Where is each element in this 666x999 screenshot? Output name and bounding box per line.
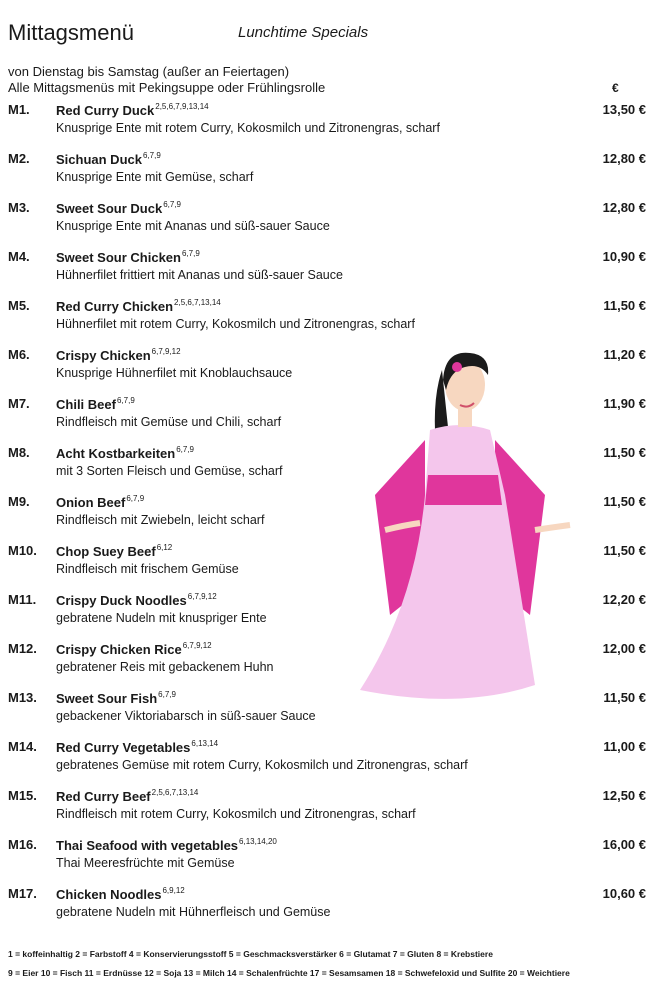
menu-item-code: M17.	[8, 886, 37, 901]
menu-item-code: M13.	[8, 690, 37, 705]
menu-item-name: Crispy Chicken Rice	[56, 642, 182, 657]
menu-item	[0, 639, 666, 683]
menu-item-code: M15.	[8, 788, 37, 803]
menu-item-code: M10.	[8, 543, 37, 558]
menu-item-name: Sweet Sour Chicken	[56, 250, 181, 265]
menu-item-allergens: 6,7,9	[163, 200, 181, 209]
menu-item	[0, 835, 666, 879]
menu-item	[0, 590, 666, 634]
menu-item-code: M11.	[8, 592, 37, 607]
menu-item-name-wrap	[56, 543, 172, 559]
menu-item-description: gebratener Reis mit gebackenem Huhn	[56, 660, 274, 674]
menu-item-price: 12,50 €	[602, 788, 646, 803]
menu-item-name: Chop Suey Beef	[56, 544, 156, 559]
menu-item-description: Knusprige Ente mit Ananas und süß-sauer Sauce	[56, 219, 330, 233]
menu-item-price: 11,90 €	[603, 396, 646, 411]
menu-item-description: Knusprige Hühnerfilet mit Knoblauchsauce	[56, 366, 293, 380]
menu-item-price: 12,80 €	[602, 200, 646, 215]
menu-item-name-wrap	[56, 200, 181, 216]
menu-item-allergens: 6,7,9	[126, 494, 145, 503]
menu-item-allergens: 6,12	[156, 543, 173, 552]
menu-item-name-wrap	[56, 298, 221, 314]
menu-item-name-wrap	[56, 102, 209, 118]
menu-item-description: Rindfleisch mit frischem Gemüse	[56, 562, 239, 576]
menu-item-code: M8.	[8, 445, 30, 460]
menu-item-description: gebratene Nudeln mit Hühnerfleisch und Gemüse	[56, 905, 331, 919]
menu-item-name: Chili Beef	[56, 397, 116, 412]
menu-item-name: Sweet Sour Fish	[56, 691, 158, 706]
menu-item-allergens: 6,7,9	[142, 151, 161, 160]
menu-item-name-wrap	[56, 837, 277, 853]
menu-item-code: M6.	[8, 347, 30, 362]
menu-item-code: M1.	[8, 102, 30, 117]
menu-item-code: M9.	[8, 494, 30, 509]
menu-item	[0, 345, 666, 389]
menu-item-name-wrap	[56, 788, 198, 804]
menu-item	[0, 247, 666, 291]
menu-item-allergens: 6,7,9	[158, 690, 176, 699]
menu-item-name: Onion Beef	[56, 495, 126, 510]
menu-item-name-wrap	[56, 690, 176, 706]
menu-item-allergens: 6,9,12	[162, 886, 185, 895]
menu-item-name: Sweet Sour Duck	[56, 201, 163, 216]
intro-line-soup: Alle Mittagsmenüs mit Pekingsuppe oder Frühlingsrolle	[8, 80, 326, 95]
menu-item-price: 12,80 €	[602, 151, 646, 166]
menu-item-price: 11,50 €	[603, 445, 646, 460]
menu-item-allergens: 2,5,6,7,9,13,14	[155, 102, 209, 111]
intro-line-days: von Dienstag bis Samstag (außer an Feiertagen)	[8, 64, 290, 79]
menu-item-allergens: 6,7,9,12	[182, 641, 212, 650]
menu-item	[0, 492, 666, 536]
menu-item-name: Red Curry Duck	[56, 103, 155, 118]
menu-item-name: Crispy Chicken	[56, 348, 151, 363]
menu-item-description: Rindfleisch mit Zwiebeln, leicht scharf	[56, 513, 265, 527]
menu-item-name-wrap	[56, 641, 212, 657]
menu-item-price: 11,50 €	[603, 543, 646, 558]
menu-item-description: Knusprige Ente mit rotem Curry, Kokosmilch und Zitronengras, scharf	[56, 121, 440, 135]
menu-item-allergens: 6,7,9	[176, 445, 194, 454]
allergen-footnote-1: 1 = koffeinhaltig 2 = Farbstoff 4 = Konservierungsstoff 5 = Geschmacksverstärker 6 = Glutamat 7 = Gluten 8 = Krebstiere	[8, 949, 493, 959]
menu-item-name-wrap	[56, 886, 185, 902]
menu-item	[0, 884, 666, 928]
menu-item	[0, 296, 666, 340]
menu-item	[0, 688, 666, 732]
menu-item-name: Crispy Duck Noodles	[56, 593, 187, 608]
menu-item-description: mit 3 Sorten Fleisch und Gemüse, scharf	[56, 464, 283, 478]
menu-item-code: M3.	[8, 200, 30, 215]
menu-item-code: M14.	[8, 739, 37, 754]
menu-item-price: 16,00 €	[602, 837, 646, 852]
menu-item-name-wrap	[56, 445, 194, 461]
menu-item-price: 11,50 €	[603, 298, 646, 313]
menu-item-description: Rindfleisch mit Gemüse und Chili, scharf	[56, 415, 282, 429]
menu-item-name: Sichuan Duck	[56, 152, 142, 167]
menu-item-code: M7.	[8, 396, 30, 411]
menu-item-description: gebratene Nudeln mit knuspriger Ente	[56, 611, 267, 625]
menu-item-description: Rindfleisch mit rotem Curry, Kokosmilch und Zitronengras, scharf	[56, 807, 416, 821]
menu-item-allergens: 6,13,14,20	[239, 837, 277, 846]
menu-item	[0, 100, 666, 144]
menu-item-name-wrap	[56, 347, 181, 363]
menu-item-description: Hühnerfilet frittiert mit Ananas und süß-sauer Sauce	[56, 268, 343, 282]
menu-item-allergens: 2,5,6,7,13,14	[151, 788, 199, 797]
menu-item-code: M16.	[8, 837, 37, 852]
menu-item-name: Thai Seafood with vegetables	[56, 838, 239, 853]
menu-item-name-wrap	[56, 592, 217, 608]
menu-item	[0, 737, 666, 781]
menu-item-allergens: 6,7,9	[116, 396, 135, 405]
menu-item-allergens: 6,13,14	[191, 739, 219, 748]
menu-item-description: gebackener Viktoriabarsch in süß-sauer Sauce	[56, 709, 316, 723]
menu-item-name-wrap	[56, 396, 135, 412]
menu-item-name-wrap	[56, 494, 144, 510]
menu-item-price: 10,90 €	[602, 249, 646, 264]
menu-item	[0, 198, 666, 242]
menu-item-name-wrap	[56, 249, 200, 265]
menu-item-code: M12.	[8, 641, 37, 656]
menu-item-price: 13,50 €	[602, 102, 646, 117]
menu-item-price: 11,50 €	[603, 690, 646, 705]
menu-item-code: M5.	[8, 298, 30, 313]
menu-item	[0, 149, 666, 193]
menu-item-price: 11,20 €	[603, 347, 646, 362]
menu-item-name: Acht Kostbarkeiten	[56, 446, 176, 461]
menu-item	[0, 443, 666, 487]
menu-item-description: Thai Meeresfrüchte mit Gemüse	[56, 856, 235, 870]
menu-item	[0, 786, 666, 830]
menu-item-price: 11,50 €	[603, 494, 646, 509]
allergen-footnote-2: 9 = Eier 10 = Fisch 11 = Erdnüsse 12 = Soja 13 = Milch 14 = Schalenfrüchte 17 = Sesamsamen 18 = Schwefeloxid und Sulfite 20 = Weichtiere	[8, 968, 570, 978]
menu-item-allergens: 6,7,9,12	[187, 592, 217, 601]
menu-item-description: gebratenes Gemüse mit rotem Curry, Kokosmilch und Zitronengras, scharf	[56, 758, 468, 772]
menu-item-name: Red Curry Vegetables	[56, 740, 191, 755]
menu-item-name-wrap	[56, 739, 218, 755]
menu-item-price: 11,00 €	[603, 739, 646, 754]
menu-item-name: Chicken Noodles	[56, 887, 162, 902]
menu-subtitle: Lunchtime Specials	[238, 24, 369, 41]
menu-item-allergens: 2,5,6,7,13,14	[174, 298, 221, 307]
menu-item-allergens: 6,7,9	[181, 249, 200, 258]
menu-item-price: 10,60 €	[602, 886, 646, 901]
menu-item-price: 12,00 €	[602, 641, 646, 656]
currency-header: €	[612, 81, 619, 95]
menu-item	[0, 541, 666, 585]
menu-item-description: Hühnerfilet mit rotem Curry, Kokosmilch und Zitronengras, scharf	[56, 317, 415, 331]
menu-item-code: M2.	[8, 151, 30, 166]
intro-text	[8, 64, 325, 96]
menu-item-name: Red Curry Chicken	[56, 299, 174, 314]
menu-item-code: M4.	[8, 249, 30, 264]
menu-item	[0, 394, 666, 438]
menu-item-price: 12,20 €	[602, 592, 646, 607]
menu-title: Mittagsmenü	[8, 20, 134, 45]
menu-item-description: Knusprige Ente mit Gemüse, scharf	[56, 170, 254, 184]
menu-item-allergens: 6,7,9,12	[151, 347, 181, 356]
menu-item-name-wrap	[56, 151, 161, 167]
menu-item-name: Red Curry Beef	[56, 789, 151, 804]
